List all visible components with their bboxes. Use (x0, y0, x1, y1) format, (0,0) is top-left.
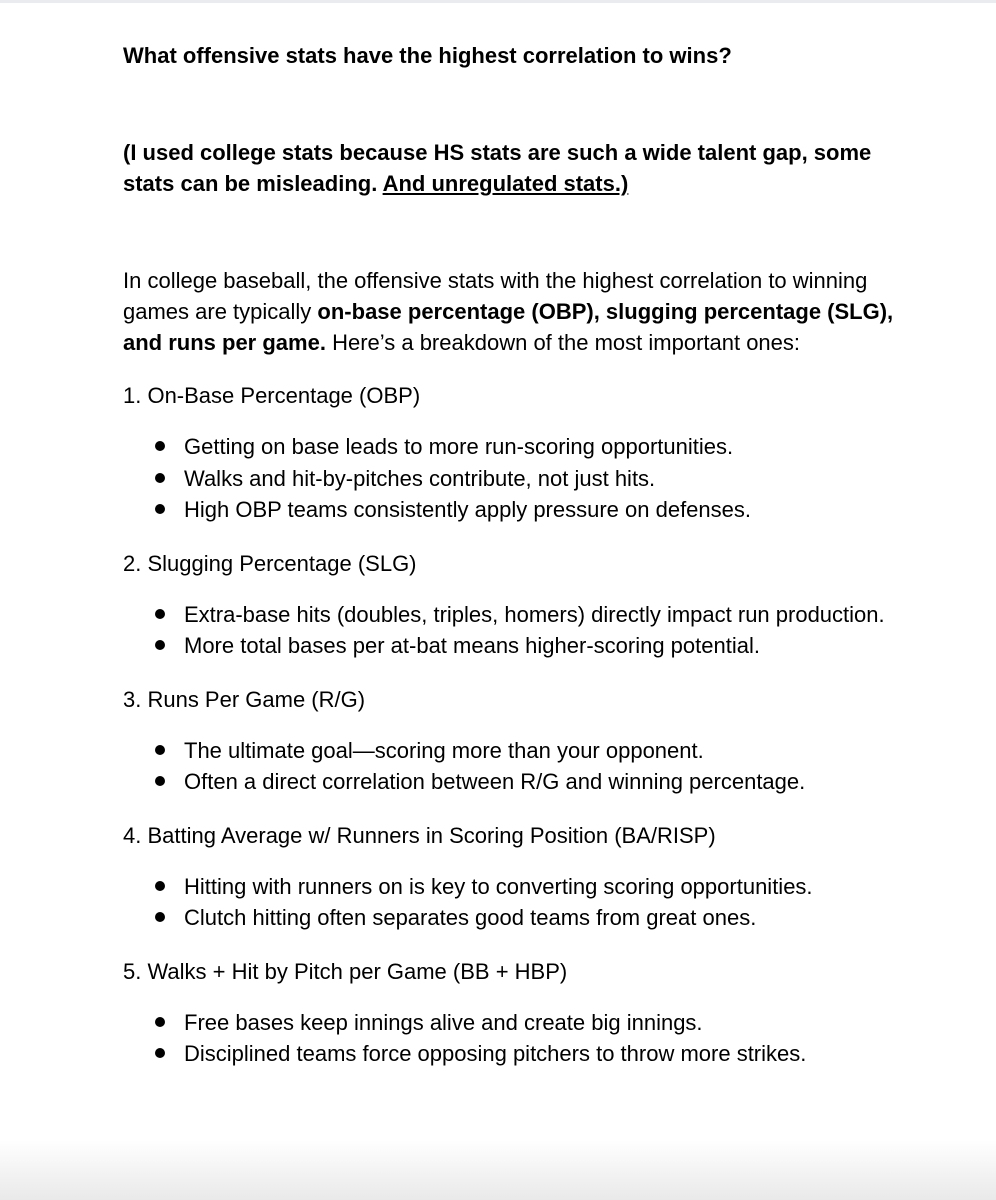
intro-paragraph (123, 265, 913, 358)
bullet-dot-icon (155, 473, 165, 483)
bullet-dot-icon (155, 912, 165, 922)
bullet-text: Clutch hitting often separates good teams from great ones. (184, 905, 757, 930)
intro-text-start: In college baseball, the offensive stats with the highest correlation to winning games are typically (123, 268, 868, 324)
bullet-text: Getting on base leads to more run-scoring opportunities. (184, 434, 734, 459)
note-paragraph (123, 137, 913, 199)
section-title: 2. Slugging Percentage (SLG) (123, 550, 417, 576)
bullet-list (123, 431, 913, 526)
bullet-item (123, 1007, 913, 1039)
bullet-dot-icon (155, 1017, 165, 1027)
bullet-item (123, 735, 913, 767)
section-bb-hbp (123, 956, 913, 1070)
bullet-text: More total bases per at-bat means higher-scoring potential. (184, 633, 760, 658)
section-title: 1. On-Base Percentage (OBP) (123, 383, 421, 408)
section-runs-per-game (123, 684, 913, 798)
section-title: 5. Walks + Hit by Pitch per Game (BB + HBP) (123, 958, 568, 984)
top-edge (0, 0, 996, 3)
bullet-text: High OBP teams consistently apply pressure on defenses. (184, 497, 752, 522)
bullet-dot-icon (155, 441, 165, 451)
bullet-item (123, 431, 913, 463)
section-title: 4. Batting Average w/ Runners in Scoring Position (BA/RISP) (123, 822, 716, 848)
bullet-item (123, 902, 913, 934)
bullet-list (123, 599, 913, 662)
bullet-text: Hitting with runners on is key to converting scoring opportunities. (184, 873, 813, 899)
bullet-dot-icon (155, 745, 165, 755)
bullet-dot-icon (155, 504, 165, 514)
bullet-dot-icon (155, 640, 165, 650)
bullet-dot-icon (155, 1048, 165, 1058)
bullet-item (123, 1038, 913, 1070)
bullet-text: The ultimate goal—scoring more than your opponent. (184, 737, 704, 763)
note-link[interactable]: And unregulated stats.) (382, 171, 629, 196)
bullet-item (123, 766, 913, 798)
note-text: (I used college stats because HS stats are such a wide talent gap, some stats can be misleading. (123, 140, 872, 196)
section-slg (123, 548, 913, 662)
bullet-item (123, 630, 913, 662)
bullet-dot-icon (155, 609, 165, 619)
intro-text-end: Here’s a breakdown of the most important ones: (325, 330, 801, 355)
bullet-item (123, 599, 913, 631)
bottom-shade (0, 1140, 996, 1200)
bullet-list (123, 871, 913, 934)
bullet-item (123, 871, 913, 903)
bullet-dot-icon (155, 881, 165, 891)
bullet-text: Often a direct correlation between R/G and winning percentage. (184, 769, 806, 794)
bullet-item (123, 494, 913, 526)
bullet-text: Extra-base hits (doubles, triples, homers) directly impact run production. (184, 601, 885, 627)
bullet-list (123, 1007, 913, 1070)
bullet-dot-icon (155, 776, 165, 786)
question-heading: What offensive stats have the highest correlation to wins? (123, 43, 732, 68)
section-ba-risp (123, 820, 913, 934)
bullet-text: Walks and hit-by-pitches contribute, not just hits. (184, 465, 656, 491)
section-obp (123, 380, 913, 526)
document-content (123, 40, 913, 1070)
section-title: 3. Runs Per Game (R/G) (123, 686, 366, 712)
intro-bold-text: on-base percentage (OBP), slugging percentage (SLG), and runs per game. (123, 299, 894, 355)
bullet-text: Free bases keep innings alive and create big innings. (184, 1009, 703, 1035)
bullet-text: Disciplined teams force opposing pitchers to throw more strikes. (184, 1041, 807, 1066)
bullet-list (123, 735, 913, 798)
bullet-item (123, 463, 913, 495)
